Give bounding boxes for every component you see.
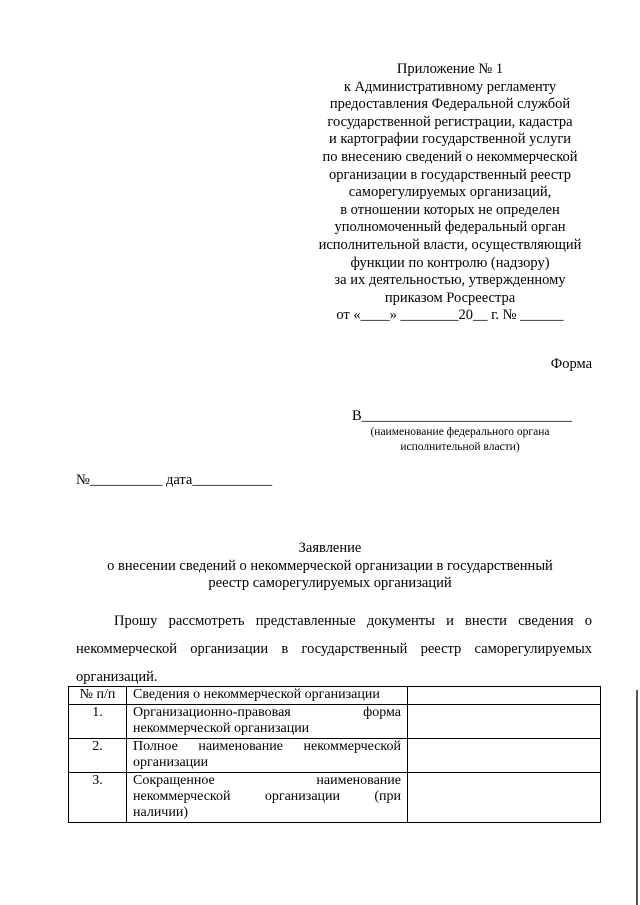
row-info-line: Организационно-правовая форма bbox=[133, 705, 401, 720]
appendix-line: организации в государственный реестр bbox=[328, 166, 572, 183]
appendix-line: за их деятельностью, утвержденному bbox=[334, 272, 566, 289]
appendix-line: уполномоченный федеральный орган bbox=[334, 219, 566, 236]
scan-edge-line bbox=[636, 690, 638, 905]
row-num: 1. bbox=[69, 705, 127, 739]
row-info-line: некоммерческой организации (при bbox=[133, 789, 401, 804]
row-info-line: Сокращенное наименование bbox=[133, 773, 401, 788]
title-line: реестр саморегулируемых организаций bbox=[208, 575, 452, 591]
request-paragraph: Прошу рассмотреть представленные документы и внести сведения о некоммерческой организации в государственный реестр саморегулируемых организаций. bbox=[76, 613, 592, 685]
appendix-header bbox=[300, 61, 600, 325]
table-row bbox=[69, 773, 601, 823]
row-info-line: организации bbox=[133, 755, 209, 770]
row-info bbox=[127, 739, 408, 773]
row-info bbox=[127, 705, 408, 739]
appendix-line: предоставления Федеральной службой bbox=[329, 96, 571, 113]
header-value bbox=[408, 687, 601, 705]
row-value-cell[interactable] bbox=[408, 739, 601, 773]
row-num: 3. bbox=[69, 773, 127, 823]
application-title bbox=[60, 540, 600, 593]
order-date-number-line: от «____» ________20__ г. № ______ bbox=[336, 307, 564, 324]
appendix-line: в отношении которых не определен bbox=[340, 201, 560, 218]
header-info: Сведения о некоммерческой организации bbox=[127, 687, 408, 705]
row-value-cell[interactable] bbox=[408, 705, 601, 739]
addressee-note: (наименование федерального органа bbox=[370, 426, 550, 438]
addressee-field[interactable]: В_____________________________ bbox=[352, 408, 572, 424]
form-label: Форма bbox=[550, 356, 592, 372]
appendix-line: приказом Росреестра bbox=[384, 289, 516, 306]
row-info-line: Полное наименование некоммерческой bbox=[133, 739, 401, 754]
appendix-line: к Административному регламенту bbox=[343, 78, 557, 95]
title-line: о внесении сведений о некоммерческой организации в государственный bbox=[107, 557, 553, 574]
row-info-line: наличии) bbox=[133, 805, 188, 820]
appendix-line: саморегулируемых организаций, bbox=[348, 184, 552, 201]
table-row bbox=[69, 739, 601, 773]
appendix-line: государственной регистрации, кадастра bbox=[327, 113, 573, 130]
table-row bbox=[69, 705, 601, 739]
number-date-field[interactable]: №__________ дата___________ bbox=[76, 472, 273, 488]
addressee-block bbox=[352, 408, 572, 455]
appendix-line: по внесению сведений о некоммерческой bbox=[322, 148, 578, 165]
appendix-line: функции по контролю (надзору) bbox=[350, 254, 550, 271]
organization-info-table bbox=[68, 686, 601, 823]
addressee-note: исполнительной власти) bbox=[400, 441, 520, 453]
row-info-line: некоммерческой организации bbox=[133, 721, 310, 736]
row-info bbox=[127, 773, 408, 823]
row-value-cell[interactable] bbox=[408, 773, 601, 823]
appendix-line: исполнительной власти, осуществляющий bbox=[318, 236, 582, 253]
header-num: № п/п bbox=[69, 687, 127, 705]
appendix-line: Приложение № 1 bbox=[396, 61, 504, 77]
title-line: Заявление bbox=[298, 540, 362, 556]
row-num: 2. bbox=[69, 739, 127, 773]
table-header-row bbox=[69, 687, 601, 705]
appendix-line: и картографии государственной услуги bbox=[328, 131, 572, 148]
